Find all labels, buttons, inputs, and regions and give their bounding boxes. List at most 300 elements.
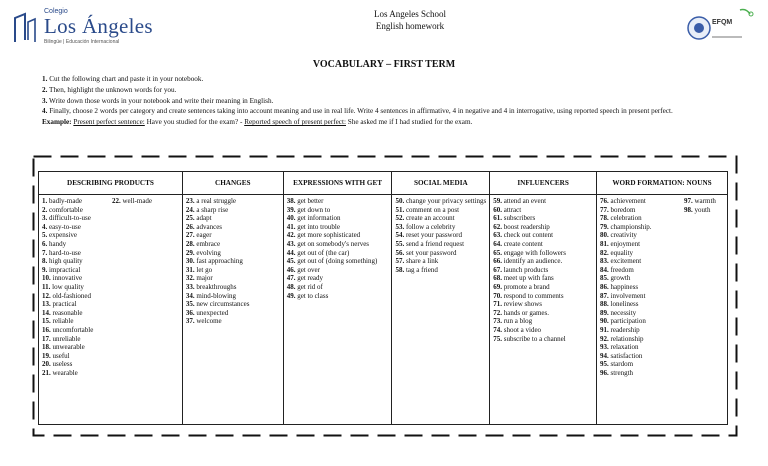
item-number: 69. xyxy=(493,282,502,291)
example-line xyxy=(42,117,742,128)
item-text: identify an audience. xyxy=(503,257,563,266)
item-number: 27. xyxy=(185,231,195,240)
list-item xyxy=(42,352,110,361)
changes-list xyxy=(186,197,280,326)
item-text: youth xyxy=(694,205,711,214)
item-number: 13. xyxy=(42,300,51,309)
item-number: 24. xyxy=(185,205,195,214)
item-number: 76. xyxy=(600,197,609,205)
get-list xyxy=(287,197,389,300)
item-text: excitement xyxy=(610,257,642,266)
item-text: get on somebody's nerves xyxy=(297,239,370,248)
item-text: subscribers xyxy=(503,214,536,223)
item-number: 60. xyxy=(493,205,502,214)
item-number: 2. xyxy=(42,205,48,214)
list-item xyxy=(42,309,110,318)
instruction-2 xyxy=(42,85,742,96)
item-number: 47. xyxy=(286,274,296,283)
item-number: 30. xyxy=(185,257,195,266)
item-number: 7. xyxy=(42,248,48,257)
item-text: promote a brand xyxy=(503,282,550,291)
item-text: get to class xyxy=(297,291,329,300)
item-text: boredom xyxy=(610,205,636,214)
item-text: get into trouble xyxy=(297,222,340,231)
item-text: adapt xyxy=(196,214,212,223)
item-text: expensive xyxy=(49,231,77,240)
list-item xyxy=(600,369,680,378)
list-item xyxy=(395,197,486,206)
example-text-2: She asked me if I had studied for the exam. xyxy=(345,118,473,127)
list-item xyxy=(42,283,110,292)
item-text: check out content xyxy=(503,231,554,240)
list-item xyxy=(287,231,389,240)
item-text: set your password xyxy=(405,248,457,257)
list-item xyxy=(493,223,593,232)
item-number: 49. xyxy=(286,291,296,300)
item-text: equality xyxy=(610,248,634,257)
item-text: hard-to-use xyxy=(49,248,81,257)
item-number: 3. xyxy=(42,214,48,223)
nouns-cell xyxy=(597,195,728,425)
item-number: 94. xyxy=(600,351,609,360)
instruction-text: Then, highlight the unknown words for you. xyxy=(47,85,177,94)
instruction-number: 2. xyxy=(42,85,48,94)
item-text: low quality xyxy=(52,282,84,291)
item-number: 32. xyxy=(185,274,195,283)
item-number: 66. xyxy=(493,257,502,266)
list-item xyxy=(186,292,280,301)
item-text: share a link xyxy=(405,257,439,266)
table-header-row xyxy=(39,172,728,195)
item-text: major xyxy=(196,274,213,283)
list-item xyxy=(42,197,110,206)
item-number: 82. xyxy=(600,248,609,257)
item-number: 51. xyxy=(395,205,405,214)
example-text-1: Have you studied for the exam? - xyxy=(144,118,245,127)
item-number: 11. xyxy=(42,282,51,291)
list-item xyxy=(112,197,152,206)
item-number: 45. xyxy=(286,257,296,266)
item-number: 72. xyxy=(493,308,502,317)
item-text: badly-made xyxy=(49,197,83,205)
item-text: get out of (the car) xyxy=(297,248,350,257)
item-text: satisfaction xyxy=(610,351,643,360)
list-item xyxy=(493,326,593,335)
products-cell xyxy=(39,195,183,425)
list-item xyxy=(395,206,486,215)
item-text: unexpected xyxy=(196,308,229,317)
list-item xyxy=(287,240,389,249)
item-text: useful xyxy=(52,351,70,360)
item-number: 63. xyxy=(493,231,502,240)
item-text: mind-blowing xyxy=(196,291,237,300)
item-number: 77. xyxy=(600,205,609,214)
item-number: 23. xyxy=(185,197,195,205)
item-text: difficult-to-use xyxy=(49,214,91,223)
item-number: 28. xyxy=(185,239,195,248)
list-item xyxy=(287,197,389,206)
item-number: 90. xyxy=(600,317,609,326)
item-text: innovative xyxy=(52,274,83,283)
item-text: get over xyxy=(297,265,320,274)
item-number: 18. xyxy=(42,343,51,352)
item-number: 44. xyxy=(286,248,296,257)
item-text: attract xyxy=(503,205,522,214)
list-item xyxy=(493,257,593,266)
item-text: welcome xyxy=(196,317,222,326)
list-item xyxy=(186,283,280,292)
item-number: 53. xyxy=(395,222,405,231)
item-text: reliable xyxy=(52,317,74,326)
item-text: high quality xyxy=(49,257,83,266)
efqm-label: EFQM xyxy=(712,19,733,26)
item-number: 38. xyxy=(286,197,296,205)
item-text: subscribe to a channel xyxy=(503,334,566,343)
list-item xyxy=(493,300,593,309)
list-item xyxy=(186,214,280,223)
list-item xyxy=(42,300,110,309)
item-number: 39. xyxy=(286,205,296,214)
list-item xyxy=(287,223,389,232)
list-item xyxy=(493,197,593,206)
item-text: a real struggle xyxy=(196,197,237,205)
list-item xyxy=(42,257,110,266)
list-item xyxy=(600,274,680,283)
item-number: 5. xyxy=(42,231,48,240)
example-label: Example: xyxy=(42,118,72,127)
item-text: send a friend request xyxy=(405,239,465,248)
list-item xyxy=(493,292,593,301)
list-item xyxy=(395,266,486,275)
list-item xyxy=(186,231,280,240)
item-text: well-made xyxy=(122,197,153,205)
instruction-number: 3. xyxy=(42,96,48,105)
list-item xyxy=(287,292,389,301)
instruction-3 xyxy=(42,96,742,107)
list-item xyxy=(42,214,110,223)
list-item xyxy=(42,223,110,232)
item-number: 97. xyxy=(684,197,693,205)
item-text: wearable xyxy=(52,368,78,377)
list-item xyxy=(395,240,486,249)
item-number: 12. xyxy=(42,291,51,300)
header-social-media: SOCIAL MEDIA xyxy=(392,172,490,195)
school-logo xyxy=(6,6,166,50)
item-text: fast approaching xyxy=(196,257,243,266)
list-item xyxy=(395,223,486,232)
item-number: 96. xyxy=(600,368,609,377)
list-item xyxy=(42,343,110,352)
logo-subtitle: Bilingüe | Educación Internacional xyxy=(44,39,120,45)
list-item xyxy=(42,317,110,326)
item-text: embrace xyxy=(196,239,221,248)
list-item xyxy=(493,240,593,249)
item-number: 48. xyxy=(286,282,296,291)
instruction-text: Finally, choose 2 words per category and create sentences taking into account meaning and use in real life. Write 4 sentences in affirmative, 4 in negative and 4 in interrogative, using reported speech in present perfect. xyxy=(47,107,673,116)
table-row xyxy=(39,195,728,425)
list-item xyxy=(493,335,593,344)
list-item xyxy=(186,240,280,249)
list-item xyxy=(287,249,389,258)
item-number: 64. xyxy=(493,239,502,248)
item-text: shoot a video xyxy=(503,325,542,334)
item-text: run a blog xyxy=(503,317,533,326)
instruction-1 xyxy=(42,74,742,85)
list-item xyxy=(600,343,680,352)
item-text: get more sophisticated xyxy=(297,231,361,240)
item-number: 52. xyxy=(395,214,405,223)
item-number: 16. xyxy=(42,325,51,334)
item-number: 41. xyxy=(286,222,296,231)
item-number: 88. xyxy=(600,300,609,309)
item-text: get down to xyxy=(297,205,331,214)
item-text: impractical xyxy=(49,265,81,274)
item-text: eager xyxy=(196,231,212,240)
item-text: respond to comments xyxy=(503,291,564,300)
item-text: freedom xyxy=(610,265,634,274)
item-number: 17. xyxy=(42,334,51,343)
list-item xyxy=(493,317,593,326)
list-item xyxy=(600,300,680,309)
item-number: 10. xyxy=(42,274,51,283)
item-text: unreliable xyxy=(52,334,81,343)
item-text: evolving xyxy=(196,248,221,257)
item-number: 87. xyxy=(600,291,609,300)
logo-name: Los Ángeles xyxy=(44,14,153,38)
instruction-number: 1. xyxy=(42,75,48,83)
item-number: 83. xyxy=(600,257,609,266)
item-text: enjoyment xyxy=(610,239,641,248)
item-text: handy xyxy=(49,239,67,248)
list-item xyxy=(186,274,280,283)
list-item xyxy=(186,223,280,232)
list-item xyxy=(42,292,110,301)
list-item xyxy=(42,266,110,275)
item-text: breakthroughs xyxy=(196,282,237,291)
item-text: warmth xyxy=(694,197,716,205)
item-number: 43. xyxy=(286,239,296,248)
item-number: 56. xyxy=(395,248,405,257)
list-item xyxy=(493,309,593,318)
list-item xyxy=(395,257,486,266)
get-cell xyxy=(283,195,392,425)
list-item xyxy=(493,249,593,258)
list-item xyxy=(600,223,680,232)
header-word-formation-nouns: WORD FORMATION: NOUNS xyxy=(597,172,728,195)
list-item xyxy=(42,206,110,215)
logo-small-text: Colegio xyxy=(44,8,68,15)
item-number: 4. xyxy=(42,222,48,231)
item-number: 70. xyxy=(493,291,502,300)
item-number: 75. xyxy=(493,334,502,343)
item-number: 54. xyxy=(395,231,405,240)
item-text: get better xyxy=(297,197,324,205)
item-number: 34. xyxy=(185,291,195,300)
item-number: 98. xyxy=(684,205,693,214)
list-item xyxy=(287,257,389,266)
item-number: 68. xyxy=(493,274,502,283)
school-crest-icon xyxy=(12,12,38,44)
list-item xyxy=(186,266,280,275)
item-number: 33. xyxy=(185,282,195,291)
item-text: achievement xyxy=(610,197,646,205)
list-item xyxy=(600,335,680,344)
item-text: create content xyxy=(503,239,543,248)
item-text: celebration xyxy=(610,214,642,223)
list-item xyxy=(600,317,680,326)
item-number: 86. xyxy=(600,282,609,291)
item-number: 67. xyxy=(493,265,502,274)
header-changes: CHANGES xyxy=(182,172,283,195)
item-number: 46. xyxy=(286,265,296,274)
list-item xyxy=(287,274,389,283)
list-item xyxy=(287,206,389,215)
item-text: let go xyxy=(196,265,213,274)
page-header xyxy=(0,0,768,56)
item-number: 1. xyxy=(42,197,48,205)
item-number: 6. xyxy=(42,239,48,248)
item-number: 25. xyxy=(185,214,195,223)
item-number: 22. xyxy=(112,197,121,205)
list-item xyxy=(600,352,680,361)
list-item xyxy=(600,231,680,240)
item-text: comfortable xyxy=(49,205,83,214)
list-item xyxy=(287,283,389,292)
item-number: 73. xyxy=(493,317,502,326)
school-heading xyxy=(300,8,520,32)
item-number: 59. xyxy=(493,197,502,205)
list-item xyxy=(493,231,593,240)
item-text: reset your password xyxy=(405,231,462,240)
list-item xyxy=(600,240,680,249)
item-text: practical xyxy=(52,300,77,309)
influencers-cell xyxy=(490,195,597,425)
example-label-reported-speech: Reported speech of present perfect: xyxy=(244,118,346,127)
list-item xyxy=(186,257,280,266)
item-text: engage with followers xyxy=(503,248,566,257)
item-text: hands or games. xyxy=(503,308,550,317)
list-item xyxy=(395,214,486,223)
list-item xyxy=(42,240,110,249)
item-number: 89. xyxy=(600,308,609,317)
item-number: 84. xyxy=(600,265,609,274)
list-item xyxy=(395,231,486,240)
item-text: tag a friend xyxy=(405,265,438,274)
item-text: reasonable xyxy=(52,308,83,317)
item-number: 21. xyxy=(42,368,51,377)
item-number: 20. xyxy=(42,360,51,369)
item-text: strength xyxy=(610,368,634,377)
list-item xyxy=(186,197,280,206)
item-text: get rid of xyxy=(297,282,323,291)
item-number: 40. xyxy=(286,214,296,223)
instructions xyxy=(42,74,742,128)
item-text: change your privacy settings xyxy=(405,197,487,205)
list-item xyxy=(493,283,593,292)
item-text: happiness xyxy=(610,282,639,291)
list-item xyxy=(42,231,110,240)
item-text: participation xyxy=(610,317,646,326)
item-number: 35. xyxy=(185,300,195,309)
item-text: loneliness xyxy=(610,300,639,309)
products-list xyxy=(42,197,110,377)
instruction-number: 4. xyxy=(42,107,48,116)
item-number: 29. xyxy=(185,248,195,257)
item-number: 93. xyxy=(600,343,609,352)
item-text: useless xyxy=(52,360,73,369)
item-text: stardom xyxy=(610,360,634,369)
item-text: get information xyxy=(297,214,341,223)
item-text: comment on a post xyxy=(405,205,460,214)
item-number: 95. xyxy=(600,360,609,369)
item-text: easy-to-use xyxy=(49,222,81,231)
item-text: attend an event xyxy=(503,197,547,205)
item-number: 58. xyxy=(395,265,405,274)
list-item xyxy=(600,249,680,258)
item-number: 50. xyxy=(395,197,405,205)
list-item xyxy=(600,292,680,301)
efqm-badge-icon xyxy=(680,6,760,46)
list-item xyxy=(600,206,680,215)
list-item xyxy=(493,274,593,283)
instruction-4 xyxy=(42,106,742,117)
item-text: follow a celebrity xyxy=(405,222,456,231)
social-cell xyxy=(392,195,490,425)
list-item xyxy=(600,266,680,275)
item-text: involvement xyxy=(610,291,646,300)
item-text: get out of (doing something) xyxy=(297,257,378,266)
list-item xyxy=(600,360,680,369)
list-item xyxy=(186,309,280,318)
list-item xyxy=(42,249,110,258)
item-number: 81. xyxy=(600,239,609,248)
header-influencers: INFLUENCERS xyxy=(490,172,597,195)
list-item xyxy=(600,197,680,206)
list-item xyxy=(600,214,680,223)
item-number: 61. xyxy=(493,214,502,223)
list-item xyxy=(42,360,110,369)
item-number: 78. xyxy=(600,214,609,223)
nouns-extra-list xyxy=(680,197,716,377)
header-describing-products: DESCRIBING PRODUCTS xyxy=(39,172,183,195)
item-text: growth xyxy=(610,274,631,283)
instruction-text: Cut the following chart and paste it in your notebook. xyxy=(47,75,204,83)
item-number: 65. xyxy=(493,248,502,257)
social-list xyxy=(395,197,486,274)
list-item xyxy=(42,326,110,335)
efqm-logo xyxy=(680,6,760,46)
item-number: 9. xyxy=(42,265,48,274)
list-item xyxy=(42,369,110,378)
item-number: 85. xyxy=(600,274,609,283)
influencers-list xyxy=(493,197,593,343)
item-number: 8. xyxy=(42,257,48,266)
changes-cell xyxy=(182,195,283,425)
school-name: Los Angeles School xyxy=(374,9,446,19)
item-text: readership xyxy=(610,325,640,334)
products-extra-list xyxy=(110,197,152,377)
item-number: 42. xyxy=(286,231,296,240)
item-number: 79. xyxy=(600,222,609,231)
list-item xyxy=(287,214,389,223)
item-number: 91. xyxy=(600,325,609,334)
item-number: 15. xyxy=(42,317,51,326)
list-item xyxy=(186,206,280,215)
list-item xyxy=(186,249,280,258)
header-expressions-with-get: EXPRESSIONS WITH GET xyxy=(283,172,392,195)
item-text: necessity xyxy=(610,308,637,317)
nouns-list xyxy=(600,197,680,377)
